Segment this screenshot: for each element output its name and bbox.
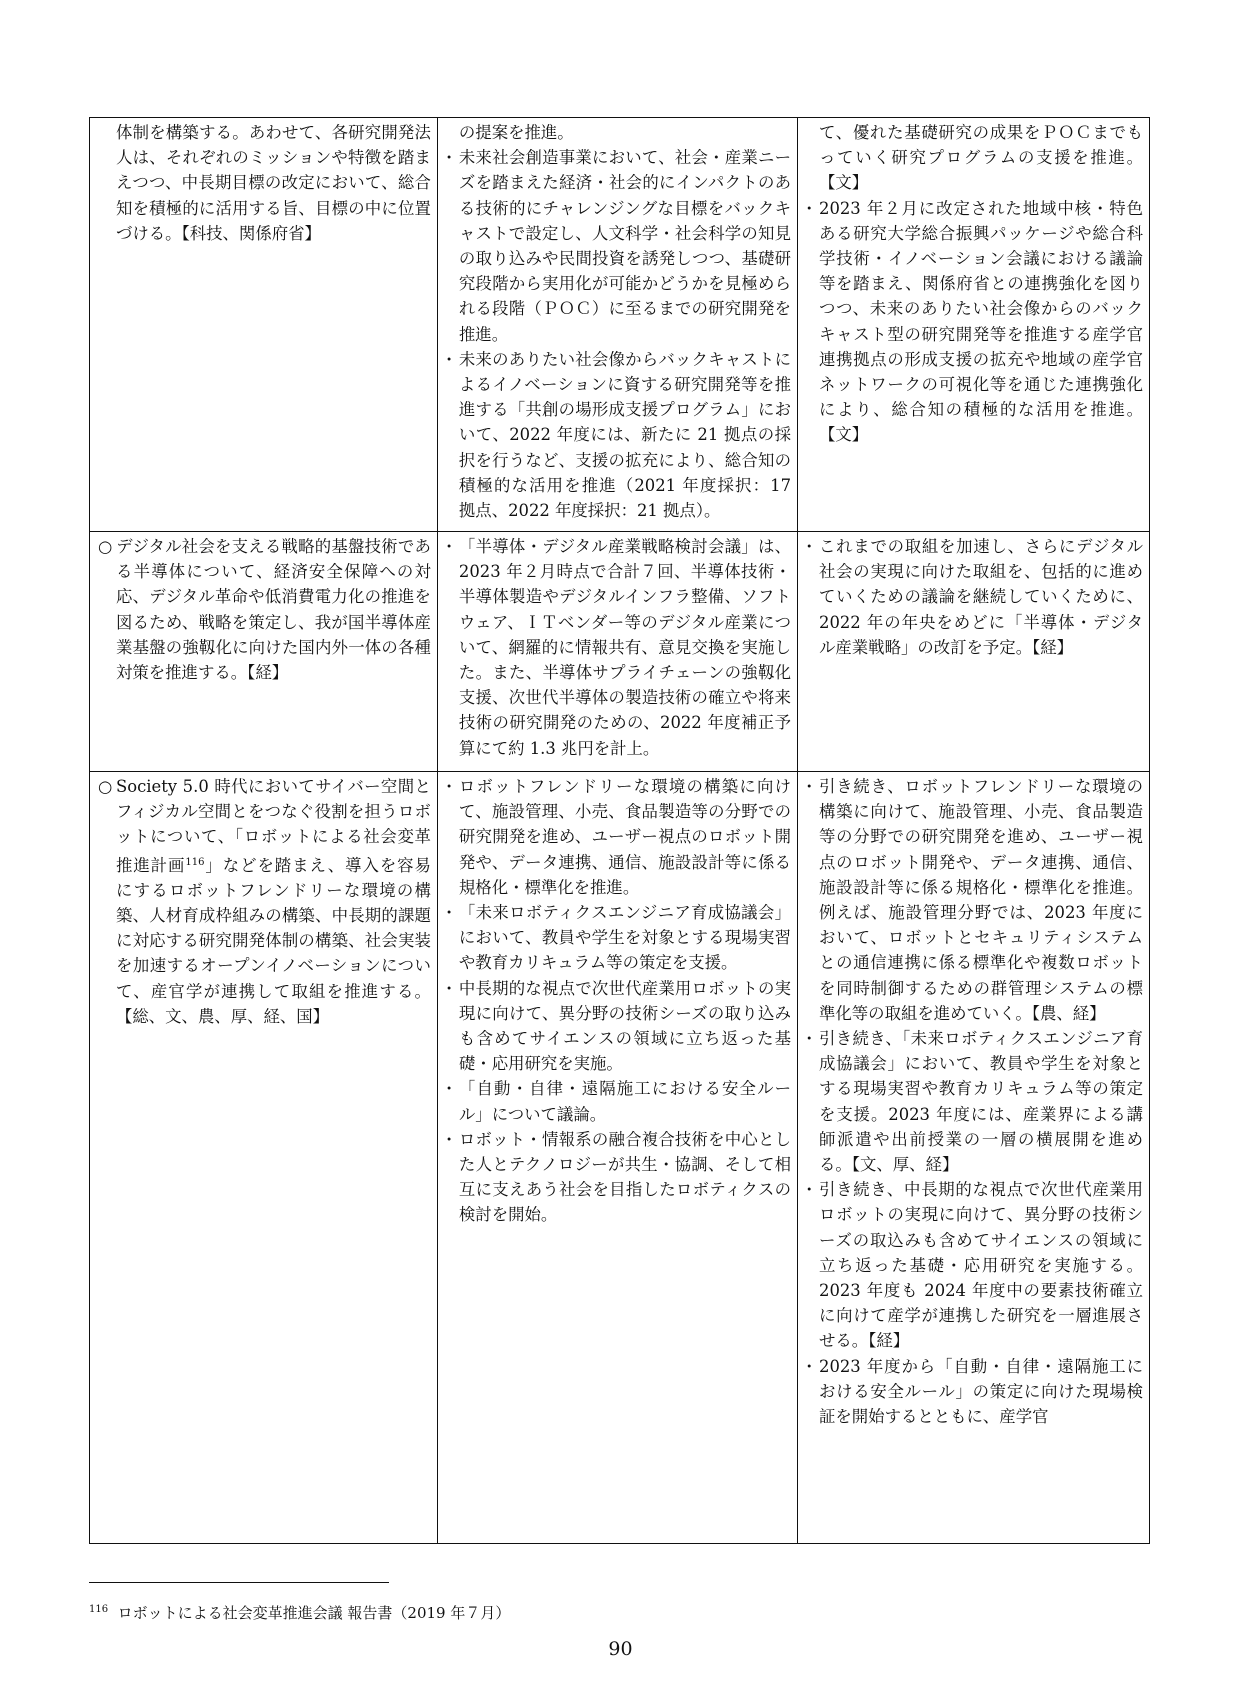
table-cell — [798, 118, 1150, 532]
circle-marker: ○ — [98, 777, 113, 796]
list-item: ・ 引き続き、「未来ロボティクスエンジニア育成協議会」において、教員や学生を対象とする現場実習や教育カリキュラム等の策定を支援。2023 年度には、産業界による講師派遣や出前授業の一層の横展開を進める。【文、厚、経】 — [806, 1026, 1143, 1177]
bullet-list — [806, 120, 1143, 448]
list-item: ・ 引き続き、ロボットフレンドリーな環境の構築に向けて、施設管理、小売、食品製造等の分野での研究開発を進め、ユーザー視点のロボット開発や、データ連携、通信、施設設計等に係る規格化・標準化を推進。例えば、施設管理分野では、2023 年度において、ロボットとセキュリティシステムとの通信連携に係る標準化や複数ロボットを同時制御するための群管理システムの標準化等の取組を進めていく。【農、経】 — [806, 774, 1143, 1026]
cell-text-body: Society 5.0 時代においてサイバー空間とフィジカル空間とをつなぐ役割を担うロボットについて、「ロボットによる社会変革推進計画 — [116, 777, 431, 875]
cell-text — [98, 534, 431, 685]
list-item: ・ 「未来ロボティクスエンジニア育成協議会」において、教員や学生を対象とする現場実習や教育カリキュラム等の策定を支援。 — [446, 900, 791, 976]
table-cell — [437, 118, 797, 532]
list-item: ・ 未来社会創造事業において、社会・産業ニーズを踏まえた経済・社会的にインパクトのある技術的にチャレンジングな目標をバックキャストで設定し、人文科学・社会科学の知見の取り込みや民間投資を誘発しつつ、基礎研究段階から実用化が可能かどうかを見極められる段階（ＰＯＣ）に至るまでの研究開発を推進。 — [446, 145, 791, 347]
list-item: ・ 中長期的な視点で次世代産業用ロボットの実現に向けて、異分野の技術シーズの取り込みも含めてサイエンスの領域に立ち返った基礎・応用研究を実施。 — [446, 976, 791, 1077]
list-item: て、優れた基礎研究の成果をＰＯＣまでもっていく研究プログラムの支援を推進。【文】 — [819, 123, 1143, 193]
cell-text-body: デジタル社会を支える戦略的基盤技術である半導体について、経済安全保障への対応、デジタル革命や低消費電力化の推進を図るため、戦略を策定し、我が国半導体産業基盤の強靱化に向けた国内外一体の各種対策を推進する。【経】 — [116, 537, 431, 683]
table-cell — [90, 532, 438, 772]
footnote-text: ロボットによる社会変革推進会議 報告書（2019 年７月） — [117, 1604, 511, 1622]
footnote-reference[interactable]: 116 — [185, 856, 205, 868]
cell-text-body: 」などを踏まえ、導入を容易にするロボットフレンドリーな環境の構築、人材育成枠組みの構築、中長期的課題に対応する研究開発体制の構築、社会実装を加速するオープンイノベーションについて、産官学が連携して取組を推進する。【総、文、農、厚、経、国】 — [116, 855, 431, 1026]
cell-text: 体制を構築する。あわせて、各研究開発法人は、それぞれのミッションや特徴を踏まえつつ、中長期目標の改定において、総合知を積極的に活用する旨、目標の中に位置づける。【科技、関係府省】 — [116, 123, 431, 243]
footnote-divider — [89, 1582, 389, 1583]
bullet-list — [446, 534, 791, 761]
bullet-list — [446, 120, 791, 523]
table-row — [90, 118, 1150, 532]
table-row — [90, 532, 1150, 772]
list-item: ・ 2023 年２月に改定された地域中核・特色ある研究大学総合振興パッケージや総合科学技術・イノベーション会議における議論等を踏まえ、関係府省との連携強化を図りつつ、未来のありたい社会像からのバックキャスト型の研究開発等を推進する産学官連携拠点の形成支援の拡充や地域の産学官ネットワークの可視化等を通じた連携強化により、総合知の積極的な活用を推進。【文】 — [806, 196, 1143, 448]
list-item: の提案を推進。 — [458, 123, 574, 142]
table-cell — [437, 772, 797, 1544]
footnote — [89, 1600, 1089, 1623]
policy-table — [89, 117, 1150, 1544]
list-item: ・ これまでの取組を加速し、さらにデジタル社会の実現に向けた取組を、包括的に進めていくための議論を継続していくために、2022 年の年央をめどに「半導体・デジタル産業戦略」の改訂を予定。【経】 — [806, 534, 1143, 660]
list-item: ・ 未来のありたい社会像からバックキャストによるイノベーションに資する研究開発等を推進する「共創の場形成支援プログラム」において、2022 年度には、新たに 21 拠点の採択を行うなど、支援の拡充により、総合知の積極的な活用を推進（2021 年度採択：17 拠点、2022 年度採択：21 拠点）。 — [446, 347, 791, 523]
cell-text — [98, 774, 431, 1029]
list-item: ・ 「自動・自律・遠隔施工における安全ルール」について議論。 — [446, 1076, 791, 1126]
circle-marker: ○ — [98, 537, 113, 556]
table-cell — [798, 772, 1150, 1544]
list-item: ・ 引き続き、中長期的な視点で次世代産業用ロボットの実現に向けて、異分野の技術シーズの取込みも含めてサイエンスの領域に立ち返った基礎・応用研究を実施する。2023 年度も 2024 年度中の要素技術確立に向けて産学が連携した研究を一層進展させる。【経】 — [806, 1177, 1143, 1353]
list-item: ・ 2023 年度から「自動・自律・遠隔施工における安全ルール」の策定に向けた現場検証を開始するとともに、産学官 — [806, 1354, 1143, 1430]
list-item: ・ ロボット・情報系の融合複合技術を中心とした人とテクノロジーが共生・協調、そして相互に支えあう社会を目指したロボティクスの検討を開始。 — [446, 1127, 791, 1228]
table-cell — [437, 532, 797, 772]
table-cell — [90, 772, 438, 1544]
list-item: ・ 「半導体・デジタル産業戦略検討会議」は、2023 年２月時点で合計７回、半導体技術・半導体製造やデジタルインフラ整備、ソフトウェア、ＩＴベンダー等のデジタル産業について、網羅的に情報共有、意見交換を実施した。また、半導体サプライチェーンの強靱化支援、次世代半導体の製造技術の確立や将来技術の研究開発のための、2022 年度補正予算にて約 1.3 兆円を計上。 — [446, 534, 791, 761]
bullet-list — [806, 774, 1143, 1429]
table-row — [90, 772, 1150, 1544]
list-item: ・ ロボットフレンドリーな環境の構築に向けて、施設管理、小売、食品製造等の分野での研究開発を進め、ユーザー視点のロボット開発や、データ連携、通信、施設設計等に係る規格化・標準化を推進。 — [446, 774, 791, 900]
table-cell — [798, 532, 1150, 772]
footnote-number: 116 — [89, 1604, 109, 1615]
table-cell — [90, 118, 438, 532]
page-number: 90 — [608, 1638, 633, 1660]
bullet-list — [806, 534, 1143, 660]
bullet-list — [446, 774, 791, 1228]
